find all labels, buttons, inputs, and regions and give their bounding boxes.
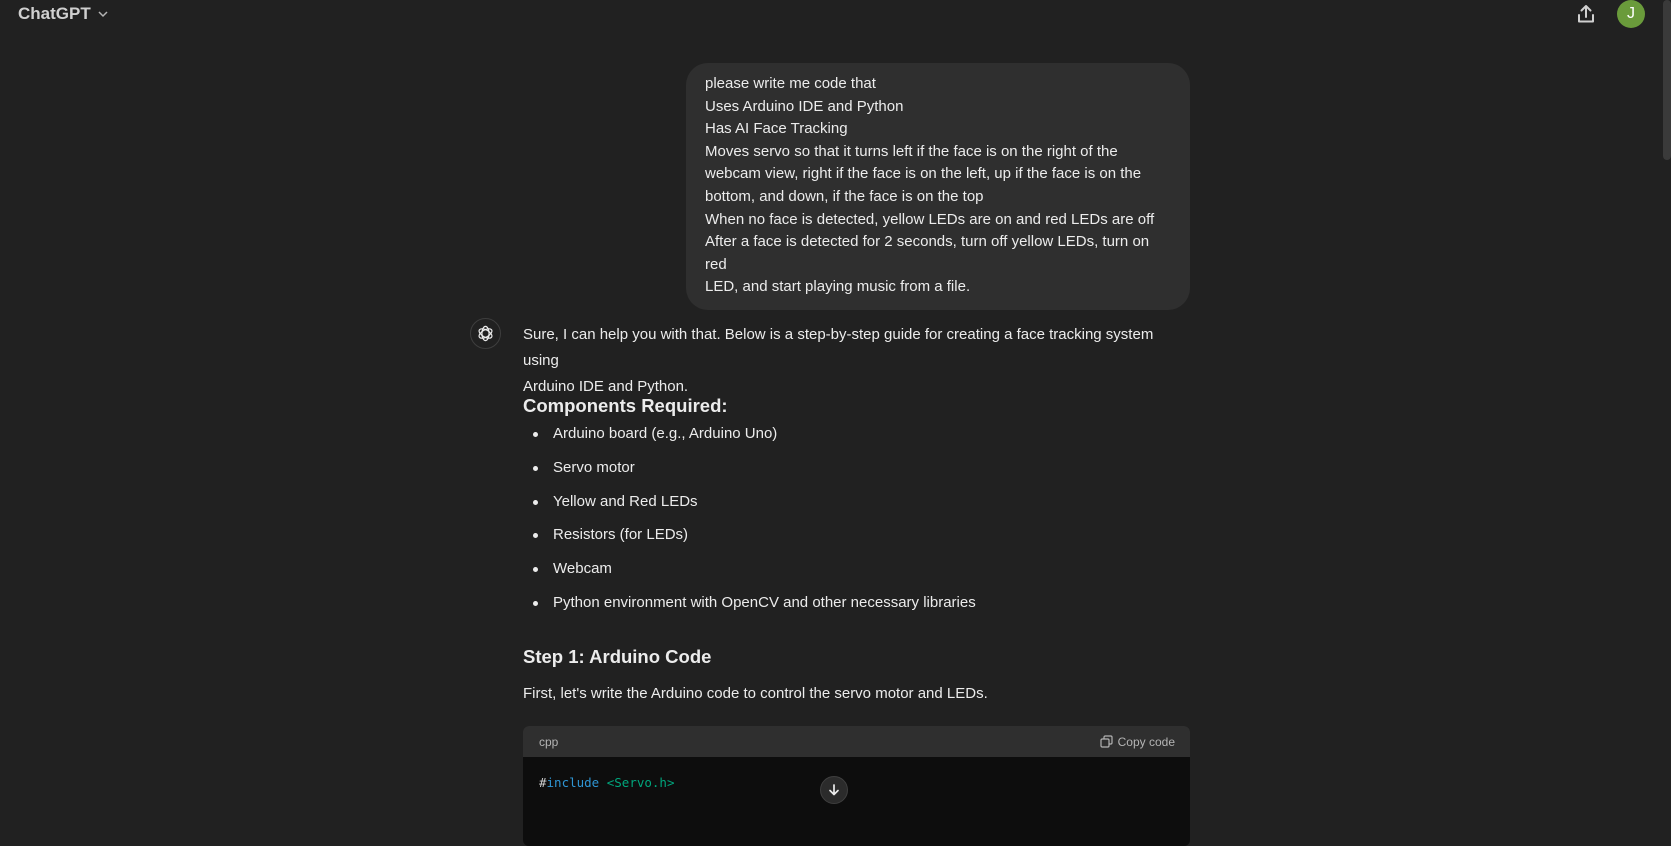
user-message-line: Has AI Face Tracking	[705, 120, 848, 138]
assistant-avatar	[470, 318, 501, 349]
user-message-line: LED, and start playing music from a file.	[705, 278, 971, 296]
avatar[interactable]	[1617, 0, 1645, 28]
step1-heading: Step 1: Arduino Code	[523, 646, 712, 667]
code-block	[523, 726, 1190, 846]
user-message-line: webcam view, right if the face is on the left, up if the face is on the	[705, 165, 1142, 183]
list-item: Yellow and Red LEDs	[553, 490, 976, 524]
components-heading: Components Required:	[523, 395, 728, 416]
code-hash: #	[539, 775, 547, 790]
user-message-line: Uses Arduino IDE and Python	[705, 97, 904, 115]
list-item: Resistors (for LEDs)	[553, 523, 976, 557]
copy-code-label: Copy code	[1117, 734, 1175, 749]
user-message-line: After a face is detected for 2 seconds, turn off yellow LEDs, turn on red	[705, 233, 1150, 273]
scrollbar[interactable]	[1663, 0, 1671, 160]
share-icon	[1576, 3, 1596, 25]
list-item: Python environment with OpenCV and other necessary libraries	[553, 591, 976, 625]
user-message	[686, 63, 1190, 310]
copy-code-button[interactable]	[1100, 735, 1175, 749]
user-message-line: When no face is detected, yellow LEDs are on and red LEDs are off	[705, 210, 1155, 228]
code-content	[523, 757, 1190, 808]
components-list	[523, 422, 976, 625]
assistant-intro	[523, 322, 1191, 400]
openai-logo-icon	[476, 324, 495, 343]
code-header	[523, 726, 1190, 757]
user-message-line: Moves servo so that it turns left if the face is on the right of the	[705, 142, 1118, 160]
copy-icon	[1100, 735, 1113, 748]
avatar-letter: J	[1627, 5, 1635, 22]
user-message-line: bottom, and down, if the face is on the top	[705, 187, 984, 205]
model-selector[interactable]	[18, 4, 109, 24]
list-item: Arduino board (e.g., Arduino Uno)	[553, 422, 976, 456]
list-item: Servo motor	[553, 456, 976, 490]
scroll-to-bottom-button[interactable]	[820, 776, 848, 804]
arrow-down-icon	[827, 783, 841, 797]
intro-line: Sure, I can help you with that. Below is a step-by-step guide for creating a face tracking system using	[523, 326, 1154, 369]
intro-line: Arduino IDE and Python.	[523, 378, 689, 395]
model-name: ChatGPT	[18, 4, 91, 23]
chevron-down-icon	[97, 8, 109, 20]
code-header-file: <Servo.h>	[606, 775, 675, 790]
step1-text: First, let's write the Arduino code to control the servo motor and LEDs.	[523, 685, 988, 702]
list-item: Webcam	[553, 557, 976, 591]
top-bar	[0, 0, 1671, 30]
share-button[interactable]	[1576, 3, 1596, 25]
user-message-line: please write me code that	[705, 75, 876, 92]
code-language: cpp	[539, 734, 559, 749]
code-keyword: include	[546, 775, 600, 790]
